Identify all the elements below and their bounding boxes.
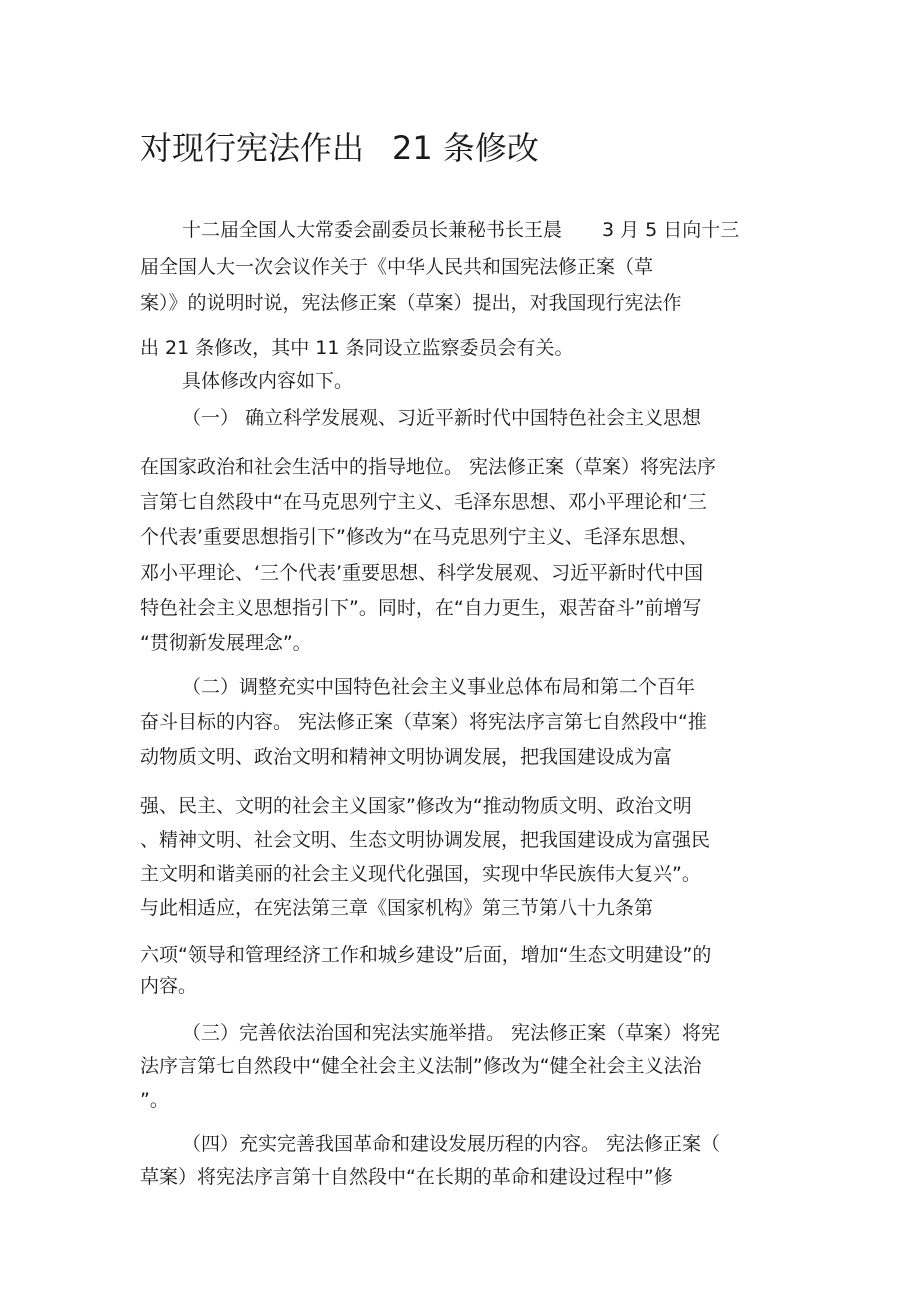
text-line: 具体修改内容如下。 — [182, 370, 354, 392]
text-line: 法序言第七自然段中“健全社会主义法制”修改为“健全社会主义法治 — [140, 1055, 702, 1077]
text-line: 案）》的说明时说，宪法修正案（草案）提出，对我国现行宪法作 — [140, 292, 682, 314]
text-line: 在国家政治和社会生活中的指导地位。 宪法修正案（草案）将宪法序 — [140, 456, 717, 478]
text-line: 奋斗目标的内容。 宪法修正案（草案）将宪法序言第七自然段中“推 — [140, 711, 707, 733]
text-line: 内容。 — [140, 975, 198, 997]
text-line: “贯彻新发展理念”。 — [140, 632, 312, 654]
text-line: 六项“领导和管理经济工作和城乡建设”后面，增加“生态文明建设”的 — [140, 944, 712, 966]
text-line: 、精神文明、社会文明、生态文明协调发展，把我国建设成为富强民 — [140, 829, 711, 851]
text-line: 言第七自然段中“在马克思列宁主义、毛泽东思想、邓小平理论和‘三 — [140, 491, 707, 513]
text-line: 届全国人大一次会议作关于《中华人民共和国宪法修正案（草 — [140, 256, 654, 278]
page-title — [140, 124, 539, 172]
text-line: 动物质文明、政治文明和精神文明协调发展，把我国建设成为富 — [140, 746, 673, 768]
text-line: 强、民主、文明的社会主义国家”修改为“推动物质文明、政治文明 — [140, 795, 692, 817]
text-line: 出 21 条修改，其中 11 条同设立监察委员会有关。 — [140, 337, 574, 359]
text-line: （四）充实完善我国革命和建设发展历程的内容。 宪法修正案（ — [182, 1133, 721, 1155]
text-line: 邓小平理论、‘三个代表’重要思想、科学发展观、习近平新时代中国 — [140, 562, 704, 584]
text-line: （三）完善依法治国和宪法实施举措。 宪法修正案（草案）将宪 — [182, 1022, 721, 1044]
text-line: 特色社会主义思想指引下”。同时，在“自力更生，艰苦奋斗”前增写 — [140, 597, 702, 619]
text-line-part-b: 3 月 5 日向十三 — [602, 219, 740, 241]
text-line: 主文明和谐美丽的社会主义现代化强国，实现中华民族伟大复兴”。 — [140, 863, 701, 885]
text-line: 个代表’重要思想指引下”修改为“在马克思列宁主义、毛泽东思想、 — [140, 526, 698, 548]
text-line: 草案）将宪法序言第十自然段中“在长期的革命和建设过程中”修 — [140, 1166, 673, 1188]
text-line: ”。 — [140, 1089, 169, 1111]
text-line: 与此相适应，在宪法第三章《国家机构》第三节第八十九条第 — [140, 897, 654, 919]
text-line-part-a: 十二届全国人大常委会副委员长兼秘书长王晨 — [182, 219, 563, 241]
title-part-1: 对现行宪法作出 — [140, 129, 365, 167]
text-line: （一） 确立科学发展观、习近平新时代中国特色社会主义思想 — [182, 407, 702, 429]
text-line: （二）调整充实中国特色社会主义事业总体布局和第二个百年 — [182, 676, 696, 698]
text-line — [182, 216, 739, 244]
title-part-2: 21 条修改 — [392, 129, 539, 167]
